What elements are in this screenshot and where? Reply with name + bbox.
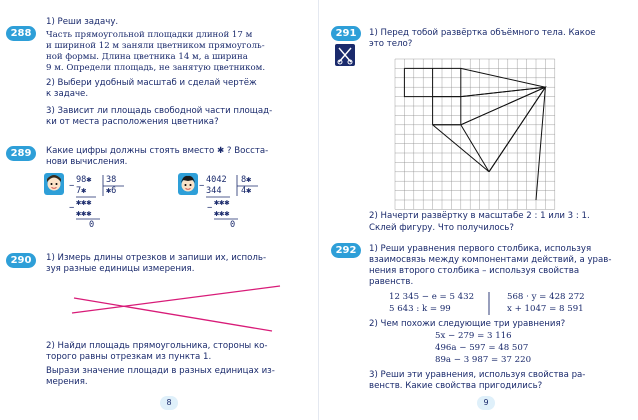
ex290-line: мерения. [46, 377, 88, 387]
div2-r1: ✱✱✱ [214, 198, 230, 208]
div1-quotient: ✱6 [106, 186, 117, 196]
ex289-line: Какие цифры должны стоять вместо ✱ ? Восста- [46, 146, 269, 156]
ex288-line: 9 м. Определи площадь, не занятую цветником. [46, 63, 266, 73]
equation: 12 345 − e = 5 432 [389, 292, 475, 302]
ex288-line: 2) Выбери удобный масштаб и сделай чертёж [46, 78, 257, 88]
div1-dividend: 98✱ [76, 175, 92, 185]
div1-r1: ✱✱✱ [76, 198, 92, 208]
div1-remainder: 0 [89, 220, 95, 230]
div2-divisor: 8✱ [241, 175, 252, 185]
equation: x + 1047 = 8 591 [507, 304, 584, 314]
ex290-line: зуя разные единицы измерения. [46, 264, 195, 274]
equation: 89a − 3 987 = 37 220 [435, 355, 532, 365]
ex290-line: торого равны отрезкам из пункта 1. [46, 352, 212, 362]
ex289-line: нови вычисления. [46, 157, 128, 167]
div2-remainder: 0 [230, 220, 236, 230]
div1-minus: − [69, 181, 75, 191]
ex288-line: 3) Зависит ли площадь свободной части площад- [46, 106, 273, 116]
ex292-line: взаимосвязь между компонентами действий, а урав- [369, 255, 612, 265]
div2-quotient: 4✱ [241, 186, 252, 196]
ex292-line: венств. Какие свойства пригодились? [369, 381, 543, 391]
ex292-line: нения второго столбика – используя свойства [369, 266, 580, 276]
equation: 568 · y = 428 272 [507, 292, 585, 302]
exercise-badge-288: 288 [6, 26, 36, 41]
ex288-line: к задаче. [46, 89, 89, 99]
ex291-line: 2) Начерти развёртку в масштабе 2 : 1 или 3 : 1. [369, 211, 590, 221]
ex288-line: ки от места расположения цветника? [46, 117, 219, 127]
exercise-badge-292: 292 [331, 243, 361, 258]
ex292-line: 2) Чем похожи следующие три уравнения? [369, 319, 566, 329]
ex290-line: 1) Измерь длины отрезков и запиши их, исполь- [46, 253, 267, 263]
ex292-line: 1) Реши уравнения первого столбика, используя [369, 244, 592, 254]
ex288-line: 1) Реши задачу. [46, 17, 119, 27]
div1-minus: − [69, 203, 75, 213]
segment-a [72, 286, 280, 313]
div2-sub2: ✱✱✱ [214, 209, 230, 219]
div1-sub1: 7✱ [76, 186, 87, 196]
div2-minus: − [199, 181, 205, 191]
ex291-line: Склей фигуру. Что получилось? [369, 223, 514, 233]
ex288-line: и шириной 12 м заняли цветником прямоуголь- [46, 41, 265, 51]
ex291-line: это тело? [369, 39, 413, 49]
div1-divisor: 38 [106, 175, 117, 185]
equation: 496a − 597 = 48 507 [435, 343, 529, 353]
equation: 5 643 : k = 99 [389, 304, 451, 314]
page-number: 8 [160, 396, 178, 410]
page-number: 9 [477, 396, 495, 410]
div2-sub1: 344 [206, 186, 222, 196]
div2-minus: − [207, 203, 213, 213]
ex290-line: Вырази значение площади в разных единицах из- [46, 366, 275, 376]
exercise-badge-291: 291 [331, 26, 361, 41]
ex292-line: 3) Реши эти уравнения, используя свойства ра- [369, 370, 586, 380]
ex288-line: Часть прямоугольной площадки длиной 17 м [46, 30, 253, 40]
exercise-badge-289: 289 [6, 146, 36, 161]
right-page [319, 0, 638, 420]
exercise-badge-290: 290 [6, 253, 36, 268]
segment-b [74, 298, 272, 331]
div1-sub2: ✱✱✱ [76, 209, 92, 219]
ex288-line: ной формы. Длина цветника 14 м, а ширина [46, 52, 248, 62]
equation: 5x − 279 = 3 116 [435, 331, 512, 341]
ex291-line: 1) Перед тобой развёртка объёмного тела. Какое [369, 28, 596, 38]
ex290-line: 2) Найди площадь прямоугольника, стороны ко- [46, 341, 268, 351]
div2-dividend: 4042 [206, 175, 227, 185]
ex292-line: равенств. [369, 277, 414, 287]
